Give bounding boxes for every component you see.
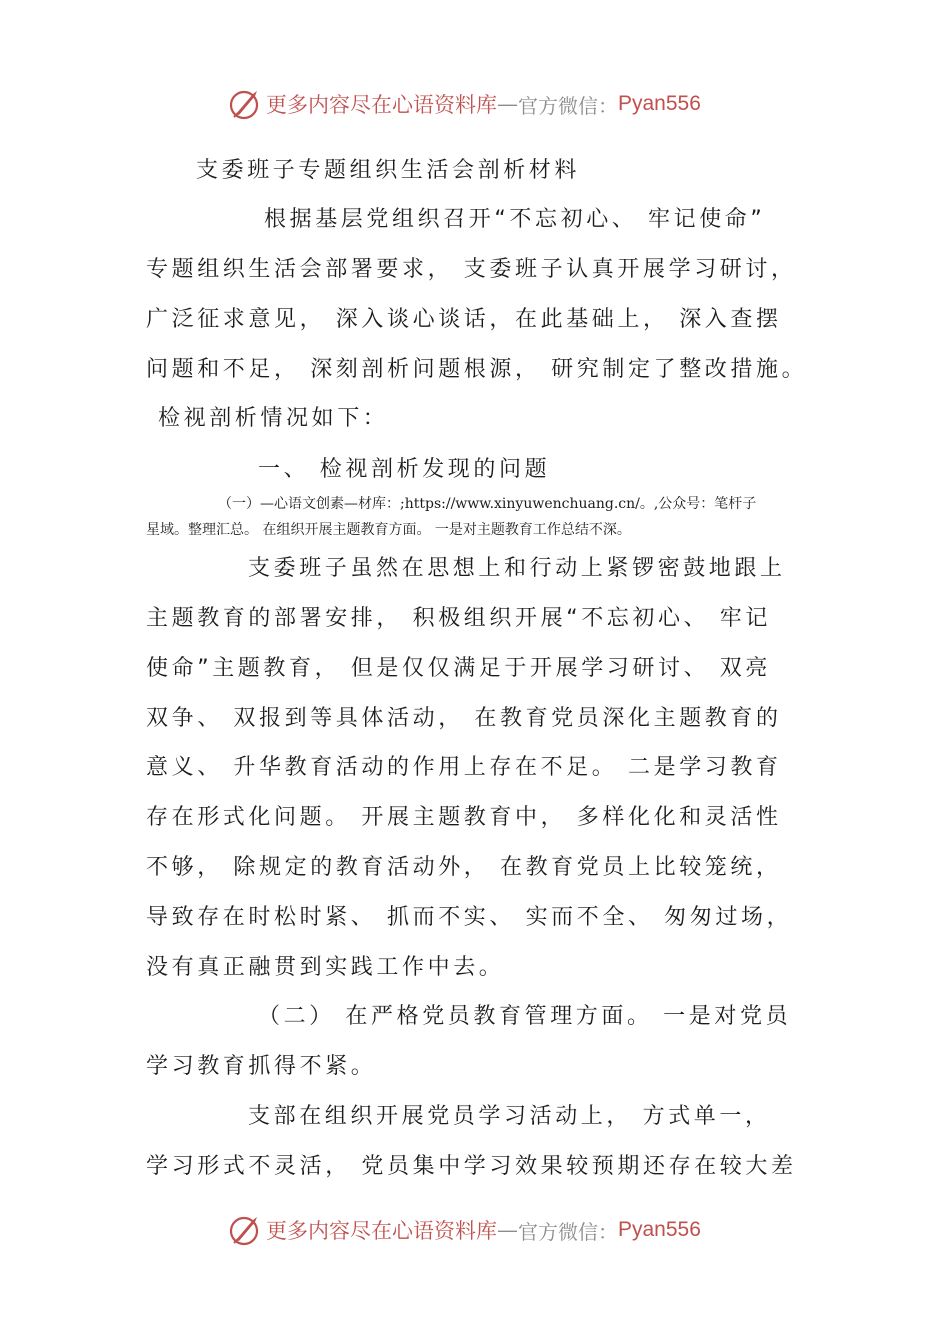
document-title: 支委班子专题组织生活会剖析材料 [196,158,581,183]
banner-dash: — [497,1218,518,1242]
banner-wechat-label: 官方微信： [518,1219,618,1244]
body-line: 意义、 升华教育活动的作用上存在不足。 二是学习教育 [146,755,782,780]
banner-brand: 更多内容尽在心语资料库 [266,1219,497,1243]
body-line: 没有真正融贯到实践工作中去。 [146,955,505,980]
quill-pen-circle-icon [228,87,262,121]
intro-line: 根据基层党组织召开“不忘初心、 牢记使命” [264,207,766,232]
intro-line: 检视剖析情况如下： [158,406,389,431]
body-line: 不够， 除规定的教育活动外， 在教育党员上比较笼统， [146,855,782,880]
section-heading: 一、 检视剖析发现的问题 [258,457,551,482]
body-line: 支部在组织开展党员学习活动上， 方式单一， [248,1104,771,1129]
banner-dash: — [497,92,518,116]
banner-wechat-id: Pyan556 [618,92,701,115]
body-line: 双争、 双报到等具体活动， 在教育党员深化主题教育的 [146,706,782,731]
note-line: （一）—心语文创素—材库：;https://www.xinyuwenchuang.cn/。,公众号：笔杆子 [218,496,757,512]
body-line: 使命”主题教育， 但是仅仅满足于开展学习研讨、 双亮 [146,656,771,681]
note-line: 星域。整理汇总。 在组织开展主题教育方面。 一是对主题教育工作总结不深。 [146,522,631,538]
body-line: 存在形式化问题。 开展主题教育中， 多样化化和灵活性 [146,805,782,830]
intro-line: 问题和不足， 深刻剖析问题根源， 研究制定了整改措施。 [146,357,808,382]
body-line: 支委班子虽然在思想上和行动上紧锣密鼓地跟上 [248,556,786,581]
intro-line: 专题组织生活会部署要求， 支委班子认真开展学习研讨， [146,257,797,282]
body-line: （二） 在严格党员教育管理方面。 一是对党员 [258,1004,792,1029]
footer-banner [228,1212,748,1248]
banner-wechat-id: Pyan556 [618,1218,701,1241]
body-line: 学习教育抓得不紧。 [146,1054,377,1079]
quill-pen-circle-icon [228,1213,262,1247]
body-line: 导致存在时松时紧、 抓而不实、 实而不全、 匆匆过场， [146,905,793,930]
banner-wechat-label: 官方微信： [518,93,618,118]
body-line: 主题教育的部署安排， 积极组织开展“不忘初心、 牢记 [146,606,771,631]
banner-brand: 更多内容尽在心语资料库 [266,93,497,117]
header-banner [228,86,748,122]
intro-line: 广泛征求意见， 深入谈心谈话，在此基础上， 深入查摆 [146,307,782,332]
body-line: 学习形式不灵活， 党员集中学习效果较预期还存在较大差 [146,1154,797,1179]
